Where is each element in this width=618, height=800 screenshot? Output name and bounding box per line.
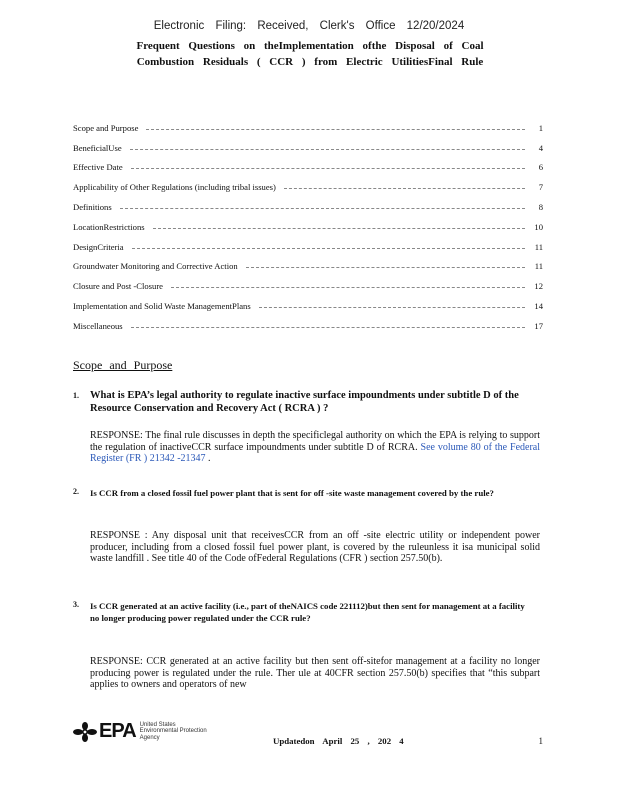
- toc-leader: [132, 248, 525, 249]
- toc-entry-label: BeneficialUse: [73, 143, 126, 153]
- toc-entry-label: Closure and Post -Closure: [73, 281, 167, 291]
- toc-entry[interactable]: [73, 212, 543, 232]
- toc-entry-label: Miscellaneous: [73, 321, 127, 331]
- title-line-1: Frequent Questions on theImplementation ofthe Disposal of Coal: [136, 40, 484, 52]
- epa-logo: [73, 720, 210, 743]
- response-trail: .: [208, 453, 211, 464]
- toc-leader: [120, 208, 525, 209]
- toc-entry-page: 11: [534, 241, 543, 252]
- toc-entry[interactable]: [73, 192, 543, 212]
- section-heading: Scope and Purpose: [73, 358, 173, 372]
- toc-leader: [130, 149, 525, 150]
- question-text: Is CCR from a closed fossil fuel power plant that is sent for off -site waste management covered by the rule?: [90, 488, 494, 498]
- page-number: 1: [538, 736, 543, 746]
- page-footer: [73, 720, 543, 750]
- toc-entry[interactable]: [73, 172, 543, 192]
- toc-entry-page: 14: [534, 300, 543, 311]
- toc-entry-label: Scope and Purpose: [73, 123, 142, 133]
- toc-entry-label: Groundwater Monitoring and Corrective Action: [73, 261, 242, 271]
- response-text: [90, 430, 540, 465]
- toc-entry-label: DesignCriteria: [73, 242, 128, 252]
- table-of-contents: [73, 113, 543, 331]
- toc-entry-label: LocationRestrictions: [73, 222, 149, 232]
- toc-entry[interactable]: [73, 291, 543, 311]
- toc-entry[interactable]: [73, 113, 543, 133]
- toc-entry[interactable]: [73, 271, 543, 291]
- toc-entry-page: 12: [534, 281, 543, 292]
- toc-leader: [131, 168, 525, 169]
- epa-logo-subtitle: United States Environmental Protection Agency: [139, 721, 207, 741]
- toc-leader: [153, 228, 525, 229]
- title-line-2: Combustion Residuals ( CCR ) from Electric UtilitiesFinal Rule: [136, 56, 484, 68]
- toc-entry-page: 11: [534, 261, 543, 272]
- toc-entry[interactable]: [73, 133, 543, 153]
- updated-date: Updatedon April 25 , 202 4: [273, 736, 404, 746]
- toc-entry-page: 17: [534, 320, 543, 331]
- question-number: 2.: [73, 487, 79, 496]
- response-text: RESPONSE : Any disposal unit that receivesCCR from an off -site electric utility or independent power producer, including from a closed fossil fuel power plant, is covered by the ruleunless it isa municipal solid waste landfill . See title 40 of the Code ofFederal Regulations (CFR ) section 257.50(b).: [90, 530, 540, 564]
- toc-entry-page: 6: [538, 162, 543, 173]
- toc-entry-page: 4: [538, 142, 543, 153]
- epa-logo-text: EPA: [99, 720, 136, 742]
- response-text: RESPONSE: CCR generated at an active facility but then sent off-sitefor management at a facility no longer producing power is regulated under the rule. Ther ule at 40CFR section 257.50(b) specifies that “this subpart applies to owners and operators of new: [90, 656, 540, 690]
- toc-entry-page: 1: [538, 122, 543, 133]
- toc-leader: [146, 129, 525, 130]
- toc-entry-label: Effective Date: [73, 162, 127, 172]
- toc-entry-label: Definitions: [73, 202, 116, 212]
- filing-stamp: Electronic Filing: Received, Clerk's Office 12/20/2024: [153, 20, 465, 32]
- toc-leader: [171, 287, 525, 288]
- question-number: 3.: [73, 600, 79, 609]
- toc-entry-label: Applicability of Other Regulations (including tribal issues): [73, 182, 280, 192]
- toc-leader: [131, 327, 525, 328]
- toc-entry[interactable]: [73, 252, 543, 272]
- response-body: RESPONSE: The final rule discusses in depth the specificlegal authority on which the EPA is relying to support the regulation of inactiveCCR surface impoundments under subtitle D of RCRA.: [90, 430, 540, 453]
- toc-entry[interactable]: [73, 311, 543, 331]
- toc-leader: [246, 267, 525, 268]
- question-text: Is CCR generated at an active facility (i.e., part of theNAICS code 221112)but then sent for management at a facility no longer producing power regulated under the CCR rule?: [90, 601, 525, 623]
- document-title: [80, 38, 540, 70]
- toc-entry-page: 10: [534, 221, 543, 232]
- question-number: 1.: [73, 391, 79, 400]
- federal-register-link[interactable]: See volume 80 of the Federal Register (FR ) 21342 -21347: [90, 441, 541, 464]
- toc-entry-page: 8: [538, 201, 543, 212]
- toc-entry-page: 7: [538, 182, 543, 193]
- question-text: What is EPA’s legal authority to regulate inactive surface impoundments under subtitle D of the Resource Conservation and Recovery Act ( RCRA ) ?: [90, 390, 519, 414]
- toc-entry-label: Implementation and Solid Waste ManagementPlans: [73, 301, 255, 311]
- epa-flower-icon: [73, 722, 97, 742]
- toc-leader: [259, 307, 525, 308]
- toc-leader: [284, 188, 525, 189]
- toc-entry[interactable]: [73, 232, 543, 252]
- toc-entry[interactable]: [73, 153, 543, 173]
